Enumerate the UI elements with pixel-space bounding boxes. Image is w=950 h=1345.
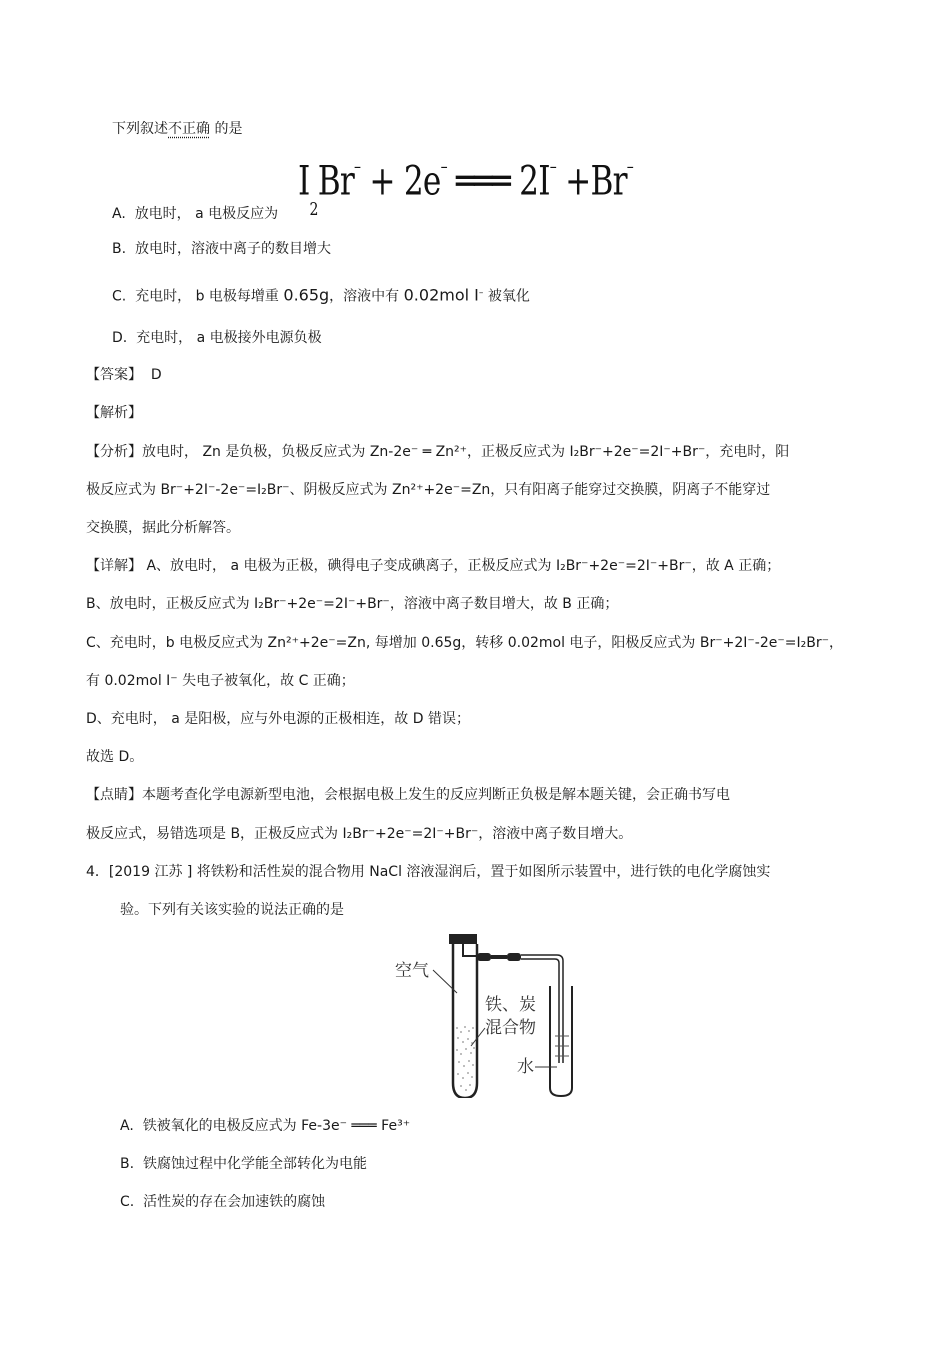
formula-part: – bbox=[353, 156, 361, 177]
detail-line: D、充电时， a 是阳极，应与外电源的正极相连，故 D 错误； bbox=[86, 711, 470, 727]
label-mixture-line1: 铁、炭 bbox=[485, 995, 536, 1015]
detail-line: C、充电时，b 电极反应式为 Zn²⁺+2e⁻=Zn, 每增加 0.65g，转移 0.02mol 电子，阳极反应式为 Br⁻+2I⁻-2e⁻=I₂Br⁻， bbox=[86, 635, 843, 651]
analysis-line: 极反应式为 Br⁻+2I⁻-2e⁻=I₂Br⁻、阴极反应式为 Zn²⁺+2e⁻=Zn，只有阳离子能穿过交换膜，阴离子不能穿过 bbox=[86, 482, 771, 498]
label-water: 水 bbox=[517, 1057, 534, 1077]
option-letter: B. bbox=[112, 241, 127, 257]
option-amount: 0.02mol I bbox=[403, 285, 479, 305]
glass-tube bbox=[463, 944, 477, 956]
formula-part: – bbox=[440, 156, 447, 177]
option-a bbox=[112, 205, 278, 223]
option-text: 充电时， b 电极每增重 bbox=[135, 288, 284, 305]
option-text: 被氧化 bbox=[483, 288, 530, 305]
formula-part: +Br bbox=[556, 158, 627, 205]
detail-line: B、放电时，正极反应式为 I₂Br⁻+2e⁻=2I⁻+Br⁻，溶液中离子数目增大，故 B 正确； bbox=[86, 596, 619, 612]
option-text: 放电时，溶液中离子的数目增大 bbox=[134, 241, 331, 257]
answer bbox=[86, 366, 162, 384]
stem-emphasis: 不正确 bbox=[168, 121, 210, 137]
q4-option-b bbox=[120, 1155, 367, 1173]
analysis-heading: 【解析】 bbox=[86, 405, 142, 421]
option-text: 铁腐蚀过程中化学能全部转化为电能 bbox=[142, 1156, 367, 1172]
option-mass: 0.65g bbox=[283, 285, 330, 305]
stem-text: 下列叙述 bbox=[112, 121, 168, 137]
test-tube bbox=[453, 944, 477, 1098]
rubber-joint bbox=[477, 953, 491, 961]
q4-option-c bbox=[120, 1193, 325, 1211]
water-tube bbox=[550, 986, 572, 1096]
analysis-line: 交换膜，据此分析解答。 bbox=[86, 520, 240, 536]
option-letter: A. bbox=[120, 1118, 134, 1134]
option-text: 铁被氧化的电极反应式为 Fe-3e⁻ ═══ Fe³⁺ bbox=[142, 1118, 411, 1134]
formula-part: – bbox=[549, 156, 557, 177]
detail-line: 故选 D。 bbox=[86, 749, 144, 765]
formula-image bbox=[298, 150, 633, 223]
answer-label: 【答案】 bbox=[86, 367, 142, 383]
iron-carbon-mixture bbox=[456, 1026, 475, 1091]
option-c: C. 充电时， b 电极每增重 0.65g，溶液中有 0.02mol I– 被氧化 bbox=[112, 285, 530, 305]
water-level-lines bbox=[555, 1036, 569, 1056]
formula-part: + 2e bbox=[360, 158, 441, 205]
q4-stem: 验。下列有关该实验的说法正确的是 bbox=[120, 902, 344, 918]
option-letter: D. bbox=[112, 330, 128, 346]
remark-line: 【点睛】本题考查化学电源新型电池，会根据电极上发生的反应判断正负极是解本题关键，会正确书写电 bbox=[86, 787, 730, 803]
detail-line: 【详解】 A、放电时， a 电极为正极，碘得电子变成碘离子，正极反应式为 I₂Br⁻+2e⁻=2I⁻+Br⁻，故 A 正确； bbox=[86, 558, 781, 574]
formula-part: ═══ 2I bbox=[446, 158, 550, 205]
option-letter: A. bbox=[112, 206, 126, 222]
option-text: ，溶液中有 bbox=[329, 288, 404, 305]
option-d bbox=[112, 329, 322, 347]
detail-line: 有 0.02mol I⁻ 失电子被氧化，故 C 正确； bbox=[86, 673, 355, 689]
stem-tail: 的是 bbox=[210, 121, 243, 137]
stopper bbox=[449, 934, 477, 944]
option-letter: C. bbox=[112, 288, 127, 305]
option-text: 活性炭的存在会加速铁的腐蚀 bbox=[143, 1194, 326, 1210]
option-text: 放电时， a 电极反应为 bbox=[134, 206, 279, 222]
answer-value: D bbox=[150, 367, 162, 383]
option-b bbox=[112, 240, 331, 258]
remark-line: 极反应式，易错选项是 B，正极反应式为 I₂Br⁻+2e⁻=2I⁻+Br⁻，溶液中离子数目增大。 bbox=[86, 826, 633, 842]
analysis-line: 【分析】放电时， Zn 是负极，负极反应式为 Zn-2e⁻ ═ Zn²⁺，正极反应式为 I₂Br⁻+2e⁻=2I⁻+Br⁻，充电时，阳 bbox=[86, 444, 790, 460]
formula-part: – bbox=[626, 156, 634, 177]
formula-part: 2 bbox=[309, 199, 318, 221]
question-stem bbox=[112, 120, 242, 138]
label-air: 空气 bbox=[395, 961, 429, 981]
option-text: 充电时， a 电极接外电源负极 bbox=[136, 330, 322, 346]
option-letter: C. bbox=[120, 1194, 135, 1210]
label-mixture-line2: 混合物 bbox=[485, 1018, 536, 1038]
option-letter: B. bbox=[120, 1156, 135, 1172]
rubber-joint bbox=[507, 953, 521, 961]
experiment-apparatus-figure bbox=[385, 928, 595, 1098]
q4-option-a bbox=[120, 1117, 410, 1135]
formula-part: I bbox=[298, 158, 310, 205]
formula-part: Br bbox=[317, 158, 354, 205]
q4-stem: 4．[2019 江苏 ] 将铁粉和活性炭的混合物用 NaCl 溶液湿润后，置于如图所示装置中，进行铁的电化学腐蚀实 bbox=[86, 864, 771, 880]
